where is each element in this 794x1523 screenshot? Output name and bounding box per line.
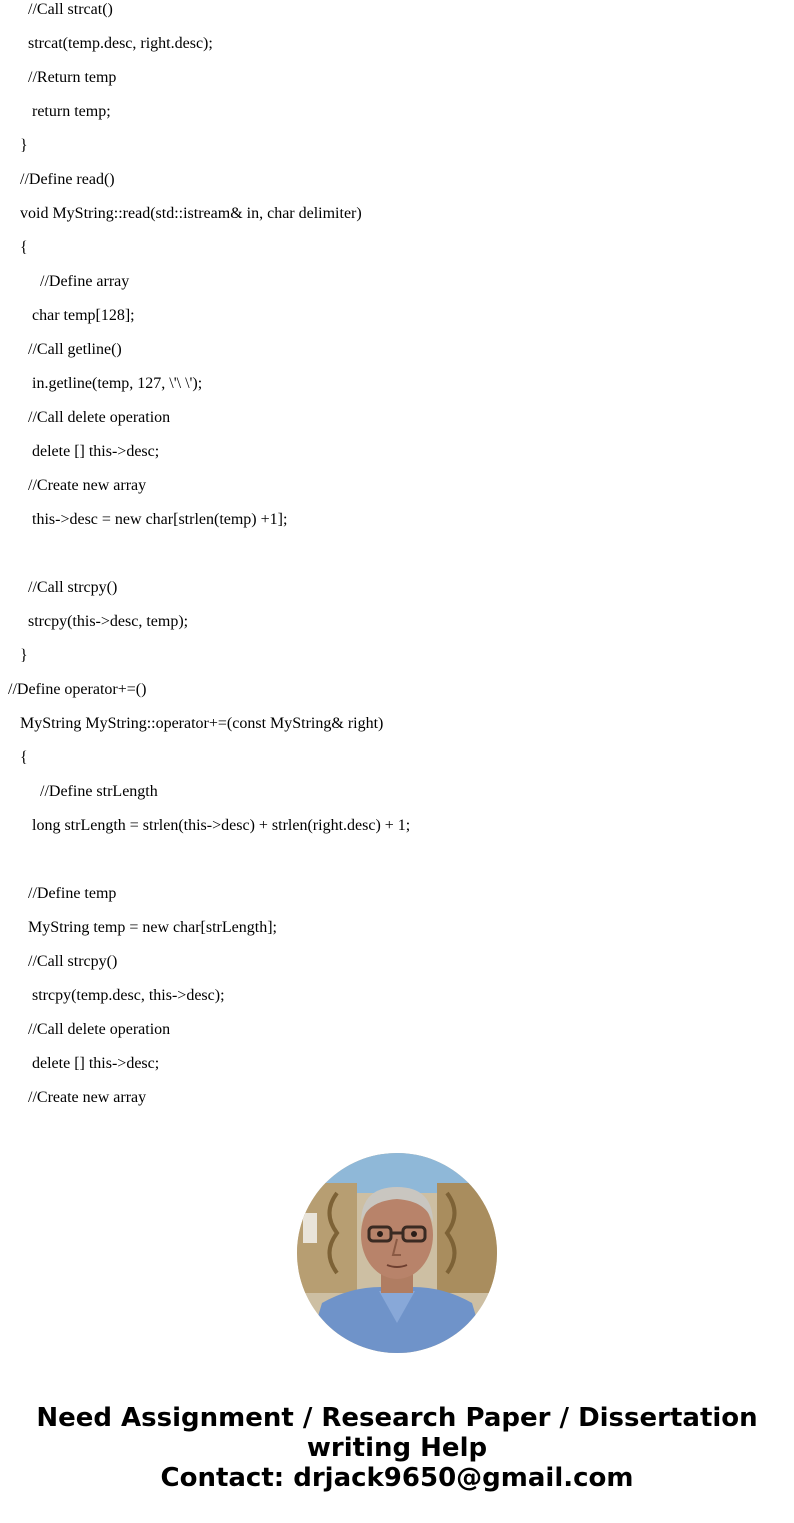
code-line: void MyString::read(std::istream& in, char delimiter) [20,205,362,222]
author-portrait-icon [297,1153,497,1353]
code-line: MyString MyString::operator+=(const MyString& right) [20,715,384,732]
promo-line-3: Contact: drjack9650@gmail.com [160,1463,634,1493]
code-line: //Define temp [28,885,117,902]
code-line: //Call strcpy() [28,579,118,596]
code-line: char temp[128]; [32,307,135,324]
code-line: { [20,749,28,766]
code-line: return temp; [32,103,111,120]
code-line: { [20,239,28,256]
code-line: strcpy(this->desc, temp); [28,613,189,630]
code-line: in.getline(temp, 127, \'\ \'); [32,375,203,392]
code-line: //Create new array [28,1089,147,1106]
code-line: //Define strLength [40,783,158,800]
code-line: //Call strcat() [28,1,113,18]
code-line: //Call delete operation [28,409,171,426]
code-line: } [20,647,28,664]
author-avatar [297,1153,497,1353]
code-line: //Define read() [20,171,115,188]
code-line: this->desc = new char[strlen(temp) +1]; [32,511,288,528]
code-line: //Call delete operation [28,1021,171,1038]
code-line: //Call getline() [28,341,122,358]
code-line: long strLength = strlen(this->desc) + strlen(right.desc) + 1; [32,817,411,834]
code-line: //Return temp [28,69,117,86]
code-line: //Define operator+=() [8,681,147,698]
code-line: } [20,137,28,154]
code-line: delete [] this->desc; [32,1055,160,1072]
code-line: //Define array [40,273,130,290]
code-line: //Call strcpy() [28,953,118,970]
promo-line-1: Need Assignment / Research Paper / Dissertation [36,1403,758,1433]
code-line: delete [] this->desc; [32,443,160,460]
promo-banner [0,1403,794,1493]
code-line: strcpy(temp.desc, this->desc); [32,987,225,1004]
promo-line-2: writing Help [306,1433,488,1463]
code-line: strcat(temp.desc, right.desc); [28,35,213,52]
code-line: MyString temp = new char[strLength]; [28,919,277,936]
code-line: //Create new array [28,477,147,494]
